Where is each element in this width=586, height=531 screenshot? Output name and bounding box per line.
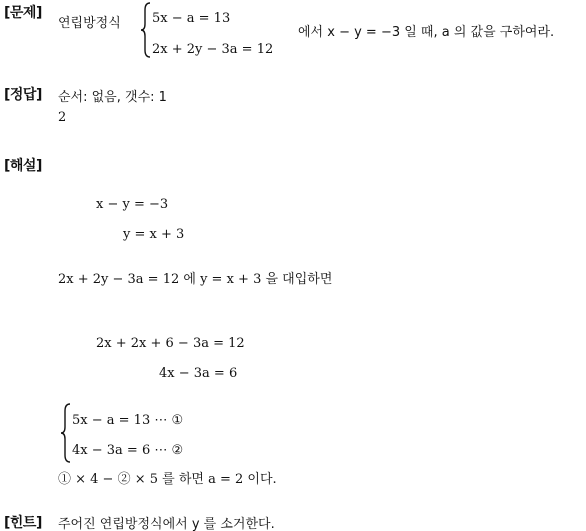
answer-label: [정답] [4,87,42,103]
problem-equation-2: 2x + 2y − 3a = 12 [152,42,274,57]
problem-label: [문제] [4,5,42,21]
problem-brace [140,2,152,58]
answer-meta: 순서: 없음, 갯수: 1 [58,90,167,105]
hint-text: 주어진 연립방정식에서 y 를 소거한다. [58,517,275,531]
solution-system-eq-2: 4x − 3a = 6 ⋯ ② [72,443,184,458]
solution-step-1a: x − y = −3 [96,197,169,212]
solution-step-1b: y = x + 3 [123,227,185,242]
solution-system-eq-1: 5x − a = 13 ⋯ ① [72,413,184,428]
answer-value: 2 [58,110,67,125]
solution-step-3b: 4x − 3a = 6 [159,366,238,381]
hint-label: [힌트] [4,515,42,531]
problem-suffix: 에서 x − y = −3 일 때, a 의 값을 구하여라. [298,25,555,40]
solution-label: [해설] [4,158,42,174]
solution-step-3a: 2x + 2x + 6 − 3a = 12 [96,336,245,351]
solution-conclusion: ① × 4 − ② × 5 를 하면 a = 2 이다. [58,472,277,487]
solution-brace [60,403,72,463]
solution-step-2: 2x + 2y − 3a = 12 에 y = x + 3 을 대입하면 [58,272,333,287]
problem-equation-1: 5x − a = 13 [152,11,231,26]
problem-prefix: 연립방정식 [58,16,121,31]
